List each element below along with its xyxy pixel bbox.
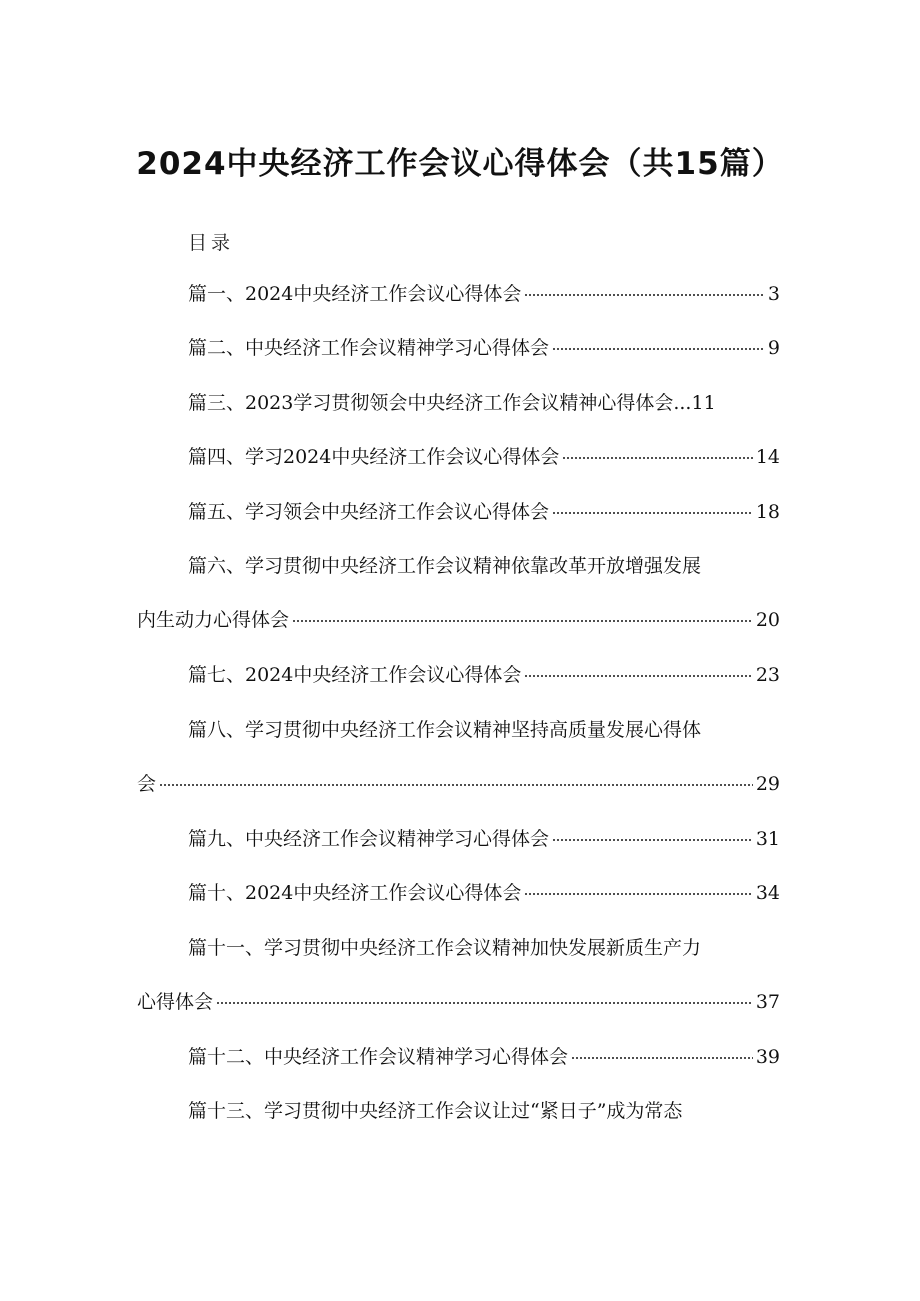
toc-entry-title: 篇七、2024中央经济工作会议心得体会 <box>188 664 522 686</box>
dot-leader <box>159 784 753 786</box>
toc-page-number: 20 <box>755 609 780 631</box>
toc-entry-line2[interactable] <box>137 607 780 633</box>
toc-page-number: 37 <box>755 991 780 1013</box>
toc-entry-title-cont: 心得体会 <box>137 991 214 1013</box>
toc-entry-title: 篇五、学习领会中央经济工作会议心得体会 <box>188 501 550 523</box>
toc-page-number: 18 <box>755 501 780 523</box>
toc-entry-title: 篇二、中央经济工作会议精神学习心得体会 <box>188 337 550 359</box>
toc-entry[interactable] <box>188 662 780 688</box>
toc-entry-line1[interactable] <box>188 553 701 579</box>
toc-entry-title: 篇九、中央经济工作会议精神学习心得体会 <box>188 828 550 850</box>
toc-entry[interactable] <box>188 499 780 525</box>
dot-leader <box>552 512 753 514</box>
toc-page-number: 3 <box>767 283 780 305</box>
dot-leader <box>524 294 765 296</box>
toc-entry[interactable] <box>188 826 780 852</box>
toc-page-number: 31 <box>755 828 780 850</box>
toc-entry-title: 篇四、学习2024中央经济工作会议心得体会 <box>188 446 560 468</box>
toc-entry-title: 篇一、2024中央经济工作会议心得体会 <box>188 283 522 305</box>
toc-page-number: 14 <box>755 446 780 468</box>
toc-entry-title: 篇十、2024中央经济工作会议心得体会 <box>188 882 522 904</box>
toc-page-number: 39 <box>755 1046 780 1068</box>
toc-entry-line1[interactable] <box>188 1098 682 1124</box>
toc-entry-line2[interactable] <box>137 771 780 797</box>
toc-entry-title: 篇十一、学习贯彻中央经济工作会议精神加快发展新质生产力 <box>188 937 702 959</box>
dot-leader <box>552 839 753 841</box>
document-title: 2024中央经济工作会议心得体会（共15篇） <box>136 146 784 182</box>
toc-page-number: 23 <box>755 664 780 686</box>
toc-entry-title: 篇三、2023学习贯彻领会中央经济工作会议精神心得体会... <box>188 392 692 414</box>
dot-leader <box>571 1057 753 1059</box>
toc-entry-title: 篇六、学习贯彻中央经济工作会议精神依靠改革开放增强发展 <box>188 555 702 577</box>
toc-page-number: 29 <box>755 773 780 795</box>
toc-entry[interactable] <box>188 335 780 361</box>
toc-entry-title: 篇十三、学习贯彻中央经济工作会议让过“紧日子”成为常态 <box>188 1100 683 1122</box>
toc-entry-title-cont: 会 <box>137 773 157 795</box>
dot-leader <box>562 457 752 459</box>
dot-leader <box>524 893 752 895</box>
toc-entry[interactable] <box>188 1044 780 1070</box>
dot-leader <box>524 675 752 677</box>
dot-leader <box>552 348 765 350</box>
toc-entry[interactable] <box>188 444 780 470</box>
toc-entry-title: 篇十二、中央经济工作会议精神学习心得体会 <box>188 1046 569 1068</box>
toc-entry-title-cont: 内生动力心得体会 <box>137 609 290 631</box>
toc-page-number: 34 <box>755 882 780 904</box>
toc-entry-title: 篇八、学习贯彻中央经济工作会议精神坚持高质量发展心得体 <box>188 719 702 741</box>
toc-entry-line1[interactable] <box>188 717 701 743</box>
toc-entry[interactable] <box>188 390 716 416</box>
toc-entry-line1[interactable] <box>188 935 701 961</box>
toc-page-number: 9 <box>767 337 780 359</box>
dot-leader <box>292 620 753 622</box>
toc-heading: 目录 <box>188 232 235 254</box>
toc-page-number: 11 <box>691 392 716 414</box>
toc-entry[interactable] <box>188 281 780 307</box>
toc-entry-line2[interactable] <box>137 989 780 1015</box>
dot-leader <box>216 1002 753 1004</box>
toc-entry[interactable] <box>188 880 780 906</box>
